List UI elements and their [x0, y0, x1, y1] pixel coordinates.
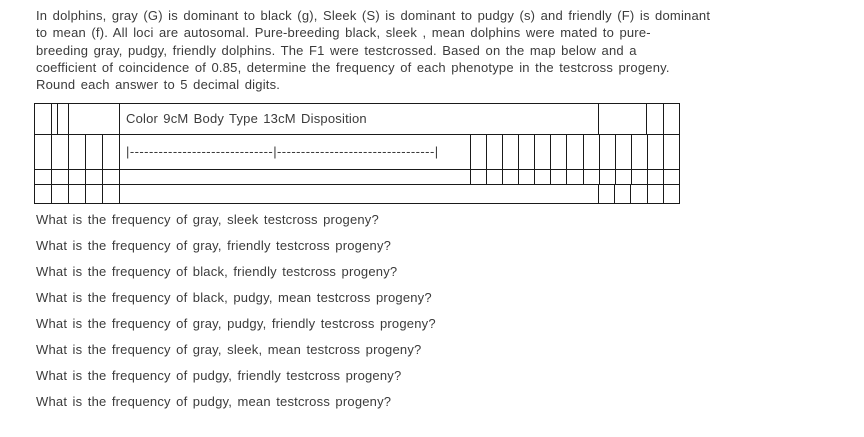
table-cell	[648, 170, 664, 184]
table-cell	[103, 185, 120, 203]
table-cell	[86, 135, 103, 169]
table-cell	[631, 185, 647, 203]
table-cell	[648, 135, 664, 169]
table-cell	[103, 170, 120, 184]
question-black-pudgy-mean: What is the frequency of black, pudgy, mean testcross progeny?	[36, 290, 432, 305]
table-cell	[567, 170, 583, 184]
problem-line: breeding gray, pudgy, friendly dolphins. The F1 were testcrossed. Based on the map below and a	[36, 42, 637, 58]
table-cell	[69, 135, 86, 169]
question-gray-sleek: What is the frequency of gray, sleek testcross progeny?	[36, 212, 379, 227]
table-row	[35, 104, 679, 135]
table-cell	[487, 135, 503, 169]
problem-line: Round each answer to 5 decimal digits.	[36, 77, 281, 93]
table-cell	[551, 135, 567, 169]
table-cell	[69, 185, 86, 203]
question-gray-friendly: What is the frequency of gray, friendly testcross progeny?	[36, 238, 392, 253]
table-cell	[519, 135, 535, 169]
table-cell	[86, 185, 103, 203]
table-cell	[120, 170, 471, 184]
question-gray-sleek-mean: What is the frequency of gray, sleek, mean testcross progeny?	[36, 342, 422, 357]
table-cell	[471, 135, 487, 169]
table-cell	[69, 170, 86, 184]
table-cell	[648, 185, 664, 203]
table-cell	[52, 135, 69, 169]
table-cell	[52, 185, 69, 203]
table-cell	[584, 135, 600, 169]
table-cell	[120, 185, 599, 203]
table-cell	[35, 135, 52, 169]
map-line-cell: |------------------------------|---------------------------------|	[120, 135, 471, 169]
table-cell	[535, 170, 551, 184]
table-cell	[599, 104, 647, 134]
table-row	[35, 170, 679, 185]
map-header-cell: Color 9cM Body Type 13cM Disposition	[120, 104, 599, 134]
table-cell	[103, 135, 120, 169]
question-black-friendly: What is the frequency of black, friendly testcross progeny?	[36, 264, 398, 279]
table-cell	[69, 104, 120, 134]
gene-map-table	[34, 103, 680, 204]
table-cell	[615, 185, 631, 203]
question-list	[36, 212, 796, 420]
table-cell	[584, 170, 600, 184]
question-gray-pudgy-friendly: What is the frequency of gray, pudgy, friendly testcross progeny?	[36, 316, 436, 331]
table-cell	[664, 104, 679, 134]
table-cell	[647, 104, 664, 134]
table-cell	[35, 104, 52, 134]
table-cell	[503, 135, 519, 169]
table-cell	[471, 170, 487, 184]
table-cell	[35, 185, 52, 203]
table-cell	[567, 135, 583, 169]
table-cell	[503, 170, 519, 184]
table-cell	[616, 135, 632, 169]
table-row	[35, 135, 679, 170]
table-cell	[86, 170, 103, 184]
table-cell	[632, 135, 648, 169]
problem-statement	[36, 7, 736, 93]
table-row	[35, 185, 679, 203]
table-cell	[58, 104, 69, 134]
problem-line: to mean (f). All loci are autosomal. Pure-breeding black, sleek , mean dolphins were mated to pure-	[36, 25, 651, 41]
table-cell	[487, 170, 503, 184]
table-cell	[35, 170, 52, 184]
table-cell	[535, 135, 551, 169]
table-cell	[616, 170, 632, 184]
question-pudgy-friendly: What is the frequency of pudgy, friendly testcross progeny?	[36, 368, 402, 383]
table-cell	[551, 170, 567, 184]
table-cell	[664, 170, 679, 184]
table-cell	[519, 170, 535, 184]
table-cell	[632, 170, 648, 184]
table-cell	[600, 135, 616, 169]
table-cell	[599, 185, 615, 203]
table-cell	[52, 170, 69, 184]
problem-line: coefficient of coincidence of 0.85, determine the frequency of each phenotype in the testcross progeny.	[36, 59, 670, 75]
table-cell	[600, 170, 616, 184]
table-cell	[664, 185, 679, 203]
problem-line: In dolphins, gray (G) is dominant to black (g), Sleek (S) is dominant to pudgy (s) and friendly (F) is dominant	[36, 8, 711, 23]
question-pudgy-mean: What is the frequency of pudgy, mean testcross progeny?	[36, 394, 392, 409]
table-cell	[664, 135, 679, 169]
